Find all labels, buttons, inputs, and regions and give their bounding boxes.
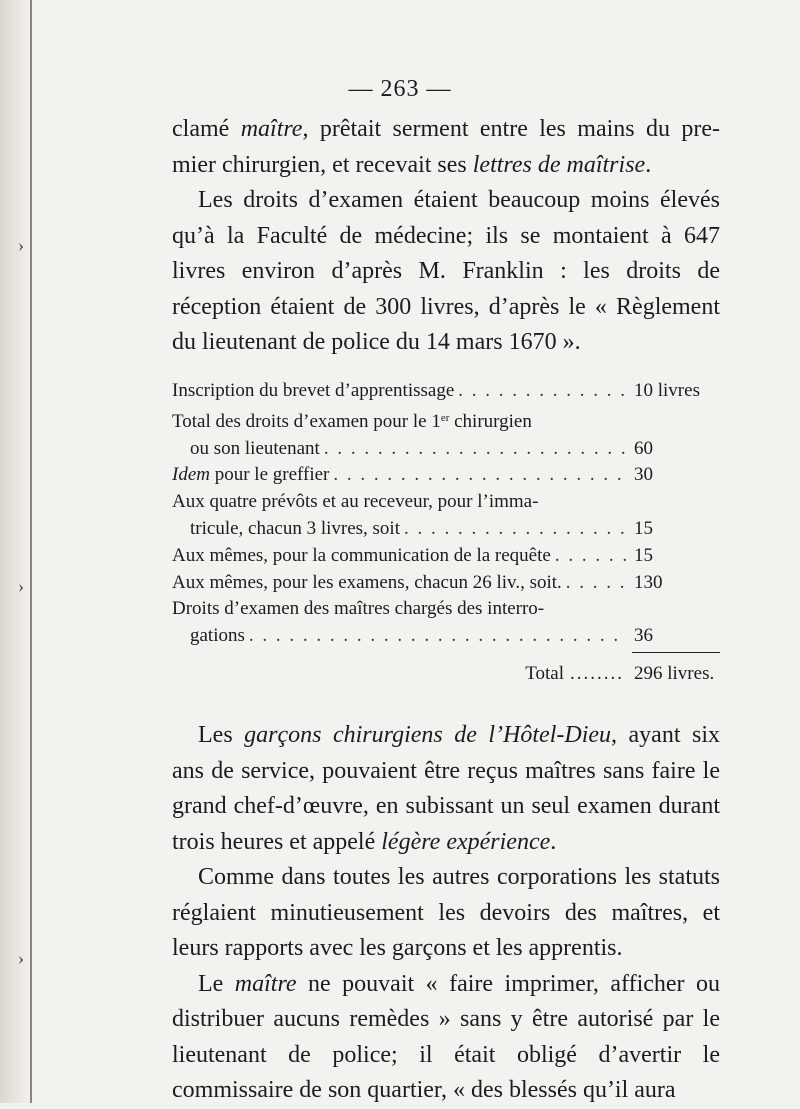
fee-row-continuation: tricule, chacun 3 livres, soit . . . 15	[172, 516, 720, 543]
lower-text	[172, 718, 720, 1109]
fee-row-continuation: gations . . . 36	[172, 623, 720, 650]
fee-row: Aux mêmes, pour la communication de la requête . . . 15	[172, 543, 720, 570]
fee-row: Total des droits d’examen pour le 1er chirurgien	[172, 410, 532, 432]
fee-row: Droits d’examen des maîtres chargés des interro-	[172, 598, 545, 620]
binding-edge-line	[30, 0, 32, 1103]
sum-rule	[632, 652, 720, 653]
binding-shadow	[0, 0, 32, 1103]
fee-total-row: Total ........ 296 livres.	[525, 662, 715, 684]
paragraph-maitre: Le maître ne pouvait « faire imprimer, afficher ou distribuer aucuns remèdes » sans y être autorisé par le lieutenant de police; il était obligé d’avertir le commissaire de son quartier, « des blessés qu’il aura	[172, 970, 720, 1103]
paragraph-statuts: Comme dans toutes les autres corporations les statuts réglaient minutieusement les devoirs des maîtres, et leurs rapports avec les garçons et les apprentis.	[172, 864, 720, 961]
fee-row: Idem pour le greffier . . . 30	[172, 462, 720, 489]
fees-table	[172, 378, 720, 688]
paragraph-hotel-dieu: Les garçons chirurgiens de l’Hôtel-Dieu, ayant six ans de service, pouvaient être reçus maîtres sans faire le grand chef-d’œuvre, en subissant un seul examen durant trois heures et appelé légère expérience.	[172, 722, 721, 855]
upper-text	[172, 112, 720, 361]
page-number: — 263 —	[348, 76, 452, 102]
fee-row: Aux mêmes, pour les examens, chacun 26 liv., soit. . . . 130	[172, 570, 720, 597]
margin-tick: ›	[18, 948, 24, 968]
fee-row-continuation: ou son lieutenant . . . 60	[172, 436, 720, 463]
fee-row: Inscription du brevet d’apprentissage . . . 10 livres	[172, 378, 720, 405]
paragraph-fees-intro: Les droits d’examen étaient beaucoup moins élevés qu’à la Faculté de médecine; ils se montaient à 647 livres environ d’après M. Franklin : les droits de réception étaient de 300 livres, d’après le « Règlement du lieutenant de police du 14 mars 1670 ».	[172, 187, 720, 355]
margin-tick: ›	[18, 235, 24, 255]
margin-tick: ›	[18, 576, 24, 596]
fee-row: Aux quatre prévôts et au receveur, pour l’imma-	[172, 491, 539, 513]
paragraph-continuation: clamé maître, prêtait serment entre les mains du pre- mier chirurgien, et recevait ses lettres de maîtrise.	[172, 116, 720, 178]
